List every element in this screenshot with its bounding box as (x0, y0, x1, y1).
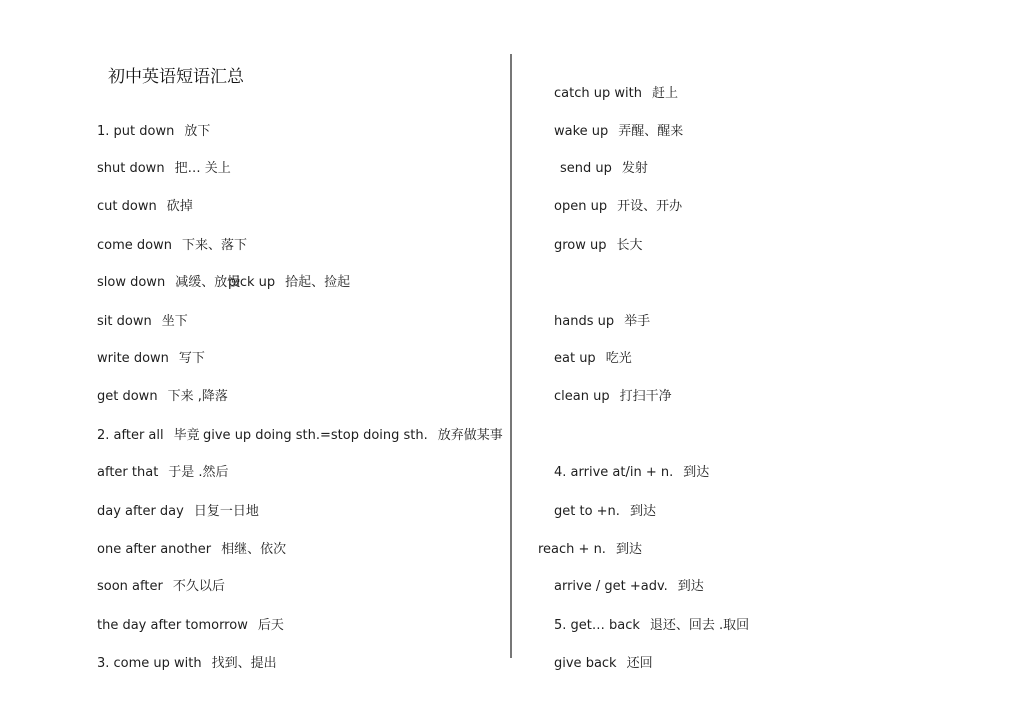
list-item: arrive / get +adv. 到达 (554, 579, 704, 594)
list-item: write down 写下 (97, 351, 205, 366)
list-item: 5. get… back 退还、回去 .取回 (554, 618, 750, 633)
list-item: open up 开设、开办 (554, 199, 683, 214)
list-item: 1. put down 放下 (97, 124, 211, 139)
list-item: wake up 弄醒、醒来 (554, 124, 684, 139)
list-item: slow down 减缓、放慢 (97, 275, 241, 290)
list-item: 4. arrive at/in + n. 到达 (554, 465, 710, 480)
list-item: give back 还回 (554, 656, 653, 671)
list-item: get to +n. 到达 (554, 504, 656, 519)
list-item: cut down 砍掉 (97, 199, 193, 214)
list-item: after that 于是 .然后 (97, 465, 229, 480)
list-item: send up 发射 (560, 161, 648, 176)
list-item: catch up with 赶上 (554, 86, 678, 101)
list-item: day after day 日复一日地 (97, 504, 259, 519)
list-item: reach + n. 到达 (538, 542, 642, 557)
list-item: soon after 不久以后 (97, 579, 225, 594)
list-item: 3. come up with 找到、提出 (97, 656, 277, 671)
list-item-overlap: give up doing sth.=stop doing sth. 放弃做某事 (203, 428, 503, 443)
list-item: the day after tomorrow 后天 (97, 618, 284, 633)
list-item: clean up 打扫干净 (554, 389, 672, 404)
list-item: shut down 把… 关上 (97, 161, 231, 176)
column-divider (510, 54, 512, 658)
list-item: 2. after all 毕竟 (97, 428, 200, 443)
list-item: come down 下来、落下 (97, 238, 247, 253)
list-item-overlap: pick up 拾起、捡起 (228, 275, 351, 290)
page-title: 初中英语短语汇总 (108, 67, 244, 87)
list-item: get down 下来 ,降落 (97, 389, 228, 404)
list-item: grow up 长大 (554, 238, 643, 253)
list-item: sit down 坐下 (97, 314, 188, 329)
list-item: one after another 相继、依次 (97, 542, 287, 557)
list-item: hands up 举手 (554, 314, 651, 329)
list-item: eat up 吃光 (554, 351, 632, 366)
